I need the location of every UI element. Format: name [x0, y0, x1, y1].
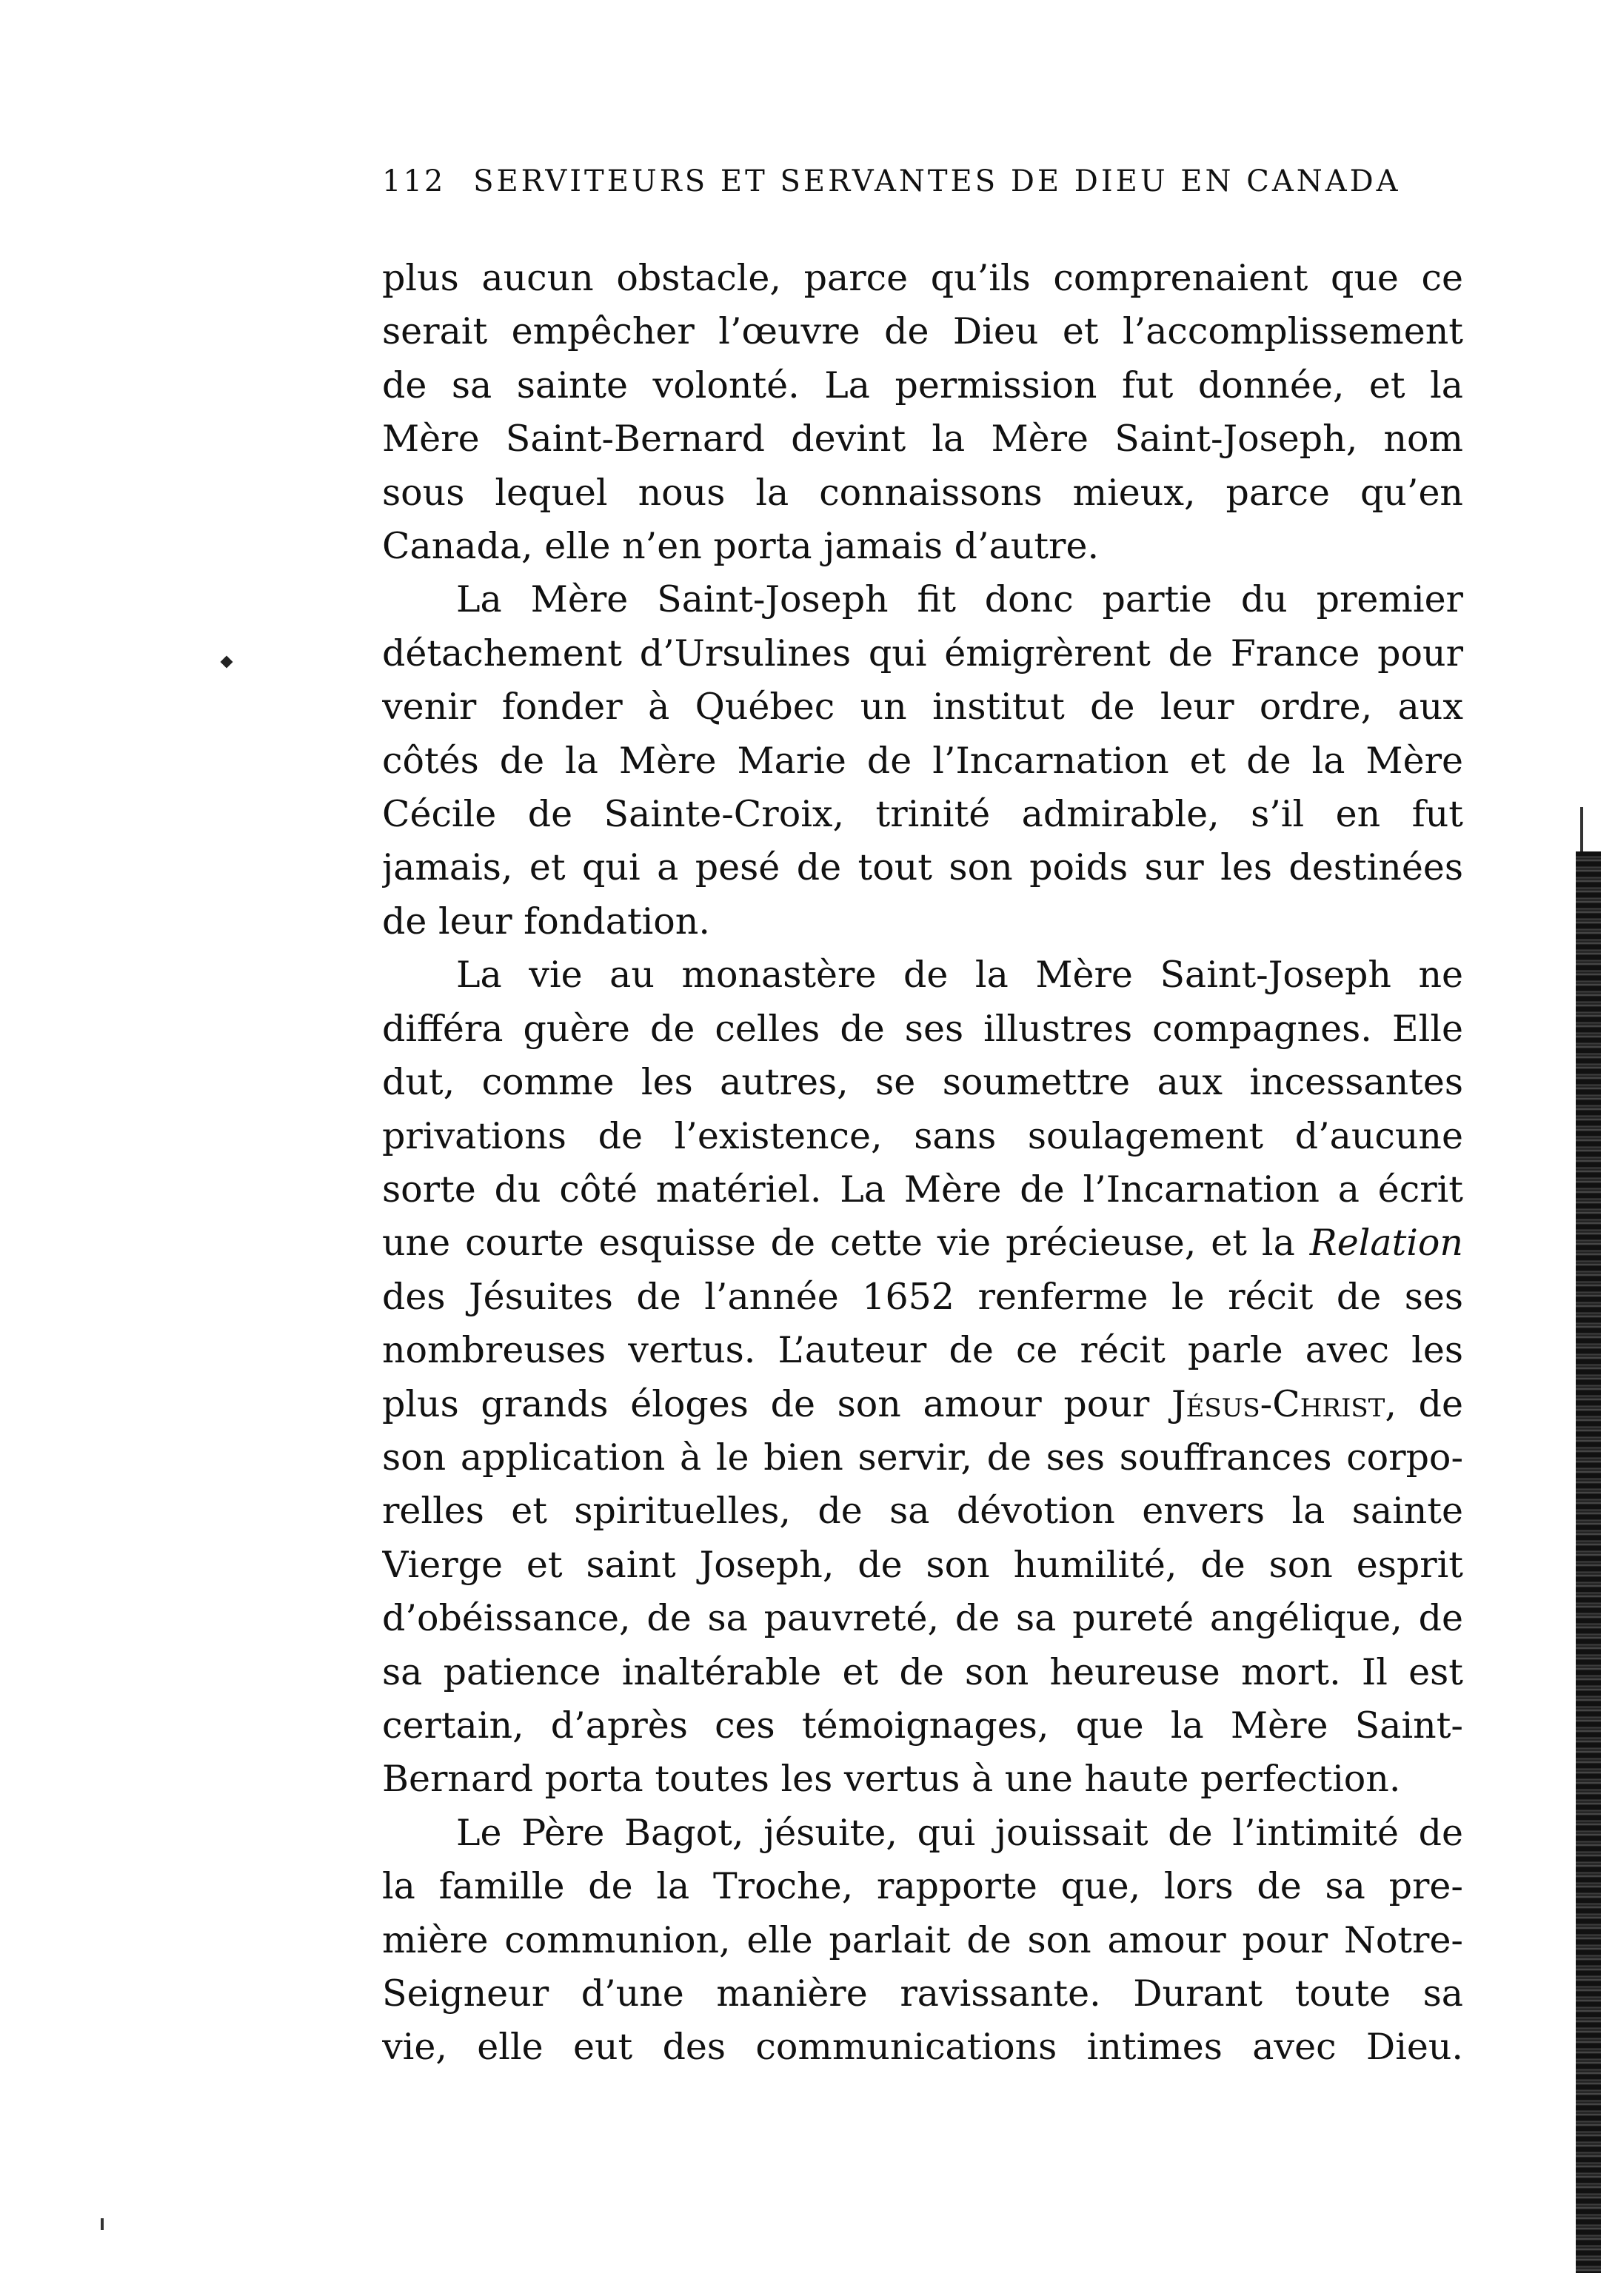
text-line: Vierge et saint Joseph, de son humilité, de son esprit [382, 1543, 1463, 1586]
text-run: , de [1385, 1382, 1463, 1425]
text-line: d’obéissance, de sa pauvreté, de sa pureté angélique, de [382, 1597, 1463, 1640]
paragraph-1 [382, 252, 1463, 573]
text-line: Le Père Bagot, jésuite, qui jouissait de l’intimité de [456, 1811, 1463, 1854]
text-line: son application à le bien servir, de ses souffrances corpo- [382, 1436, 1463, 1479]
stray-ink-tick [101, 2218, 104, 2230]
text-line: mière communion, elle parlait de son amour pour Notre- [382, 1918, 1463, 1961]
text-line: venir fonder à Québec un institut de leur ordre, aux [382, 686, 1463, 729]
body-text [382, 252, 1463, 2075]
text-line: Mère Saint-Bernard devint la Mère Saint-Joseph, nom [382, 418, 1463, 461]
text-line: des Jésuites de l’année 1652 renferme le récit de ses [382, 1275, 1463, 1318]
page-number: 112 [382, 164, 446, 198]
text-line: certain, d’après ces témoignages, que la Mère Saint- [382, 1704, 1463, 1747]
stray-ink-mark [221, 656, 233, 669]
text-line: La Mère Saint-Joseph fit donc partie du premier [456, 578, 1463, 621]
paragraph-2 [382, 573, 1463, 948]
text-line: serait empêcher l’œuvre de Dieu et l’accomplissement [382, 310, 1463, 353]
text-line: de leur fondation. [382, 900, 710, 943]
italic-title-relation: Relation [1309, 1222, 1463, 1265]
text-run: plus grands éloges de son amour pour [382, 1382, 1171, 1425]
text-line: la famille de la Troche, rapporte que, lors de sa pre- [382, 1865, 1463, 1908]
text-line: La vie au monastère de la Mère Saint-Joseph ne [456, 954, 1463, 997]
page-edge-scan-bar [1576, 851, 1601, 2273]
text-line: de sa sainte volonté. La permission fut donnée, et la [382, 364, 1463, 406]
text-run: une courte esquisse de cette vie précieuse, et la [382, 1222, 1310, 1265]
text-line: détachement d’Ursulines qui émigrèrent de France pour [382, 632, 1463, 675]
text-line: nombreuses vertus. L’auteur de ce récit parle avec les [382, 1329, 1463, 1372]
smallcaps-name: Jésus-Christ [1171, 1382, 1385, 1425]
text-line: différa guère de celles de ses illustres compagnes. Elle [382, 1007, 1463, 1050]
text-line: sorte du côté matériel. La Mère de l’Incarnation a écrit [382, 1168, 1463, 1211]
running-header [382, 164, 1404, 198]
text-line: côtés de la Mère Marie de l’Incarnation et de la Mère [382, 739, 1463, 782]
text-line: plus aucun obstacle, parce qu’ils comprenaient que ce [382, 257, 1463, 299]
text-line: Canada, elle n’en porta jamais d’autre. [382, 525, 1100, 568]
text-line: Bernard porta toutes les vertus à une haute perfection. [382, 1758, 1401, 1801]
text-line-with-smallcaps [382, 1378, 1463, 1431]
paragraph-4 [382, 1807, 1463, 2075]
text-line: privations de l’existence, sans soulagement d’aucune [382, 1114, 1463, 1157]
text-line: Cécile de Sainte-Croix, trinité admirable, s’il en fut [382, 793, 1463, 836]
text-line: sous lequel nous la connaissons mieux, parce qu’en [382, 471, 1463, 514]
text-line-with-italic [382, 1216, 1463, 1270]
text-line: Seigneur d’une manière ravissante. Durant toute sa [382, 1972, 1463, 2015]
text-line: relles et spirituelles, de sa dévotion envers la sainte [382, 1490, 1463, 1533]
paragraph-3 [382, 948, 1463, 1807]
text-line: dut, comme les autres, se soumettre aux incessantes [382, 1061, 1463, 1104]
text-line: sa patience inaltérable et de son heureuse mort. Il est [382, 1650, 1463, 1693]
text-line: vie, elle eut des communications intimes avec Dieu. [382, 2026, 1463, 2069]
running-title: SERVITEURS ET SERVANTES DE DIEU EN CANADA [473, 164, 1401, 198]
text-line: jamais, et qui a pesé de tout son poids sur les destinées [382, 846, 1463, 889]
